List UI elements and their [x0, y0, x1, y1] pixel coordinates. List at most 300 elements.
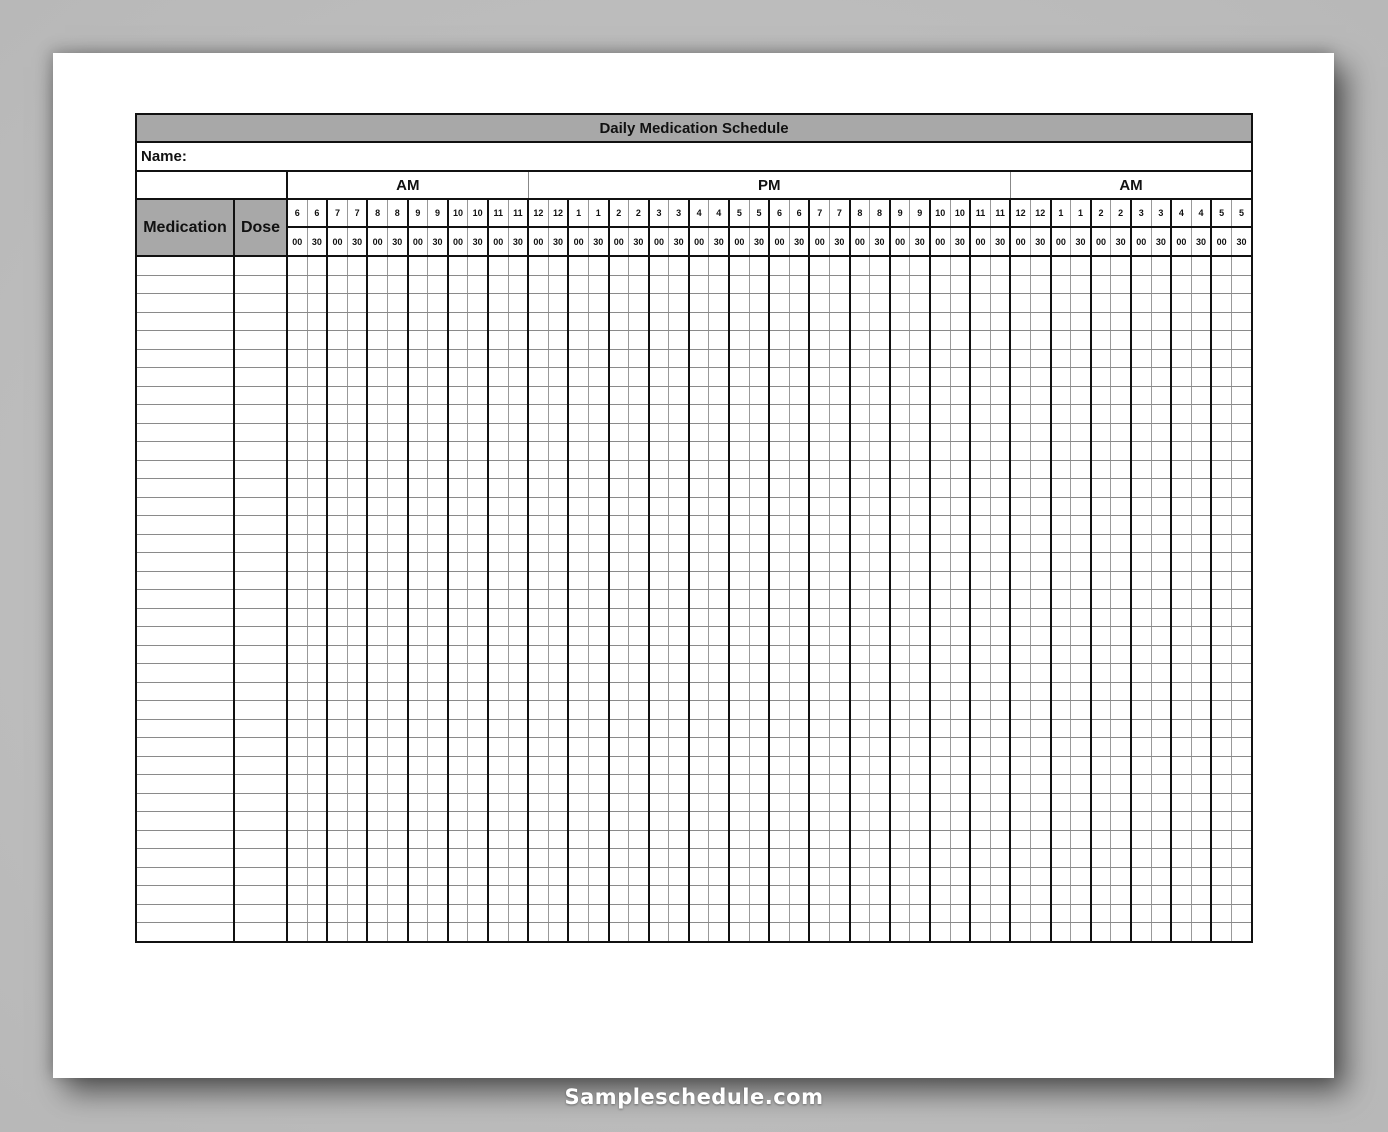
time-slot-cell[interactable] [1010, 331, 1030, 350]
time-slot-cell[interactable] [508, 275, 528, 294]
time-slot-cell[interactable] [789, 627, 809, 646]
time-slot-cell[interactable] [809, 701, 829, 720]
time-slot-cell[interactable] [387, 312, 407, 331]
time-slot-cell[interactable] [1131, 645, 1151, 664]
time-slot-cell[interactable] [850, 349, 870, 368]
time-slot-cell[interactable] [1231, 368, 1252, 387]
time-slot-cell[interactable] [930, 812, 950, 831]
time-slot-cell[interactable] [609, 405, 629, 424]
time-slot-cell[interactable] [287, 479, 307, 498]
time-slot-cell[interactable] [669, 442, 689, 461]
time-slot-cell[interactable] [448, 460, 468, 479]
time-slot-cell[interactable] [669, 497, 689, 516]
time-slot-cell[interactable] [970, 256, 990, 275]
time-slot-cell[interactable] [468, 664, 488, 683]
time-slot-cell[interactable] [689, 405, 709, 424]
time-slot-cell[interactable] [830, 405, 850, 424]
time-slot-cell[interactable] [769, 886, 789, 905]
time-slot-cell[interactable] [850, 886, 870, 905]
time-slot-cell[interactable] [1151, 867, 1171, 886]
time-slot-cell[interactable] [1071, 812, 1091, 831]
time-slot-cell[interactable] [428, 349, 448, 368]
time-slot-cell[interactable] [890, 590, 910, 609]
time-slot-cell[interactable] [910, 627, 930, 646]
time-slot-cell[interactable] [850, 793, 870, 812]
time-slot-cell[interactable] [1151, 553, 1171, 572]
time-slot-cell[interactable] [729, 664, 749, 683]
time-slot-cell[interactable] [528, 497, 548, 516]
time-slot-cell[interactable] [1071, 867, 1091, 886]
time-slot-cell[interactable] [870, 386, 890, 405]
time-slot-cell[interactable] [1231, 256, 1252, 275]
time-slot-cell[interactable] [528, 256, 548, 275]
time-slot-cell[interactable] [287, 534, 307, 553]
time-slot-cell[interactable] [1171, 793, 1191, 812]
time-slot-cell[interactable] [1030, 534, 1050, 553]
time-slot-cell[interactable] [1051, 923, 1071, 942]
time-slot-cell[interactable] [749, 312, 769, 331]
time-slot-cell[interactable] [1191, 738, 1211, 757]
time-slot-cell[interactable] [910, 405, 930, 424]
time-slot-cell[interactable] [307, 886, 327, 905]
time-slot-cell[interactable] [448, 386, 468, 405]
time-slot-cell[interactable] [830, 442, 850, 461]
time-slot-cell[interactable] [1231, 553, 1252, 572]
time-slot-cell[interactable] [809, 256, 829, 275]
time-slot-cell[interactable] [327, 331, 347, 350]
time-slot-cell[interactable] [769, 516, 789, 535]
time-slot-cell[interactable] [1231, 331, 1252, 350]
time-slot-cell[interactable] [729, 682, 749, 701]
time-slot-cell[interactable] [1051, 867, 1071, 886]
time-slot-cell[interactable] [609, 349, 629, 368]
time-slot-cell[interactable] [1131, 423, 1151, 442]
time-slot-cell[interactable] [890, 349, 910, 368]
time-slot-cell[interactable] [649, 793, 669, 812]
time-slot-cell[interactable] [548, 331, 568, 350]
time-slot-cell[interactable] [367, 682, 387, 701]
time-slot-cell[interactable] [890, 386, 910, 405]
time-slot-cell[interactable] [1051, 368, 1071, 387]
time-slot-cell[interactable] [327, 793, 347, 812]
time-slot-cell[interactable] [1191, 627, 1211, 646]
time-slot-cell[interactable] [588, 775, 608, 794]
time-slot-cell[interactable] [528, 460, 548, 479]
time-slot-cell[interactable] [287, 904, 307, 923]
time-slot-cell[interactable] [307, 442, 327, 461]
time-slot-cell[interactable] [488, 923, 508, 942]
medication-cell[interactable] [136, 571, 234, 590]
time-slot-cell[interactable] [528, 405, 548, 424]
time-slot-cell[interactable] [488, 516, 508, 535]
time-slot-cell[interactable] [990, 256, 1010, 275]
time-slot-cell[interactable] [1211, 867, 1231, 886]
time-slot-cell[interactable] [910, 867, 930, 886]
time-slot-cell[interactable] [1071, 442, 1091, 461]
time-slot-cell[interactable] [1010, 608, 1030, 627]
time-slot-cell[interactable] [789, 682, 809, 701]
time-slot-cell[interactable] [508, 349, 528, 368]
time-slot-cell[interactable] [809, 608, 829, 627]
time-slot-cell[interactable] [468, 738, 488, 757]
time-slot-cell[interactable] [1111, 701, 1131, 720]
time-slot-cell[interactable] [548, 294, 568, 313]
time-slot-cell[interactable] [1131, 294, 1151, 313]
time-slot-cell[interactable] [1131, 756, 1151, 775]
time-slot-cell[interactable] [1051, 516, 1071, 535]
time-slot-cell[interactable] [669, 516, 689, 535]
time-slot-cell[interactable] [609, 571, 629, 590]
time-slot-cell[interactable] [1111, 590, 1131, 609]
time-slot-cell[interactable] [508, 775, 528, 794]
time-slot-cell[interactable] [528, 738, 548, 757]
time-slot-cell[interactable] [729, 793, 749, 812]
time-slot-cell[interactable] [970, 812, 990, 831]
time-slot-cell[interactable] [1111, 793, 1131, 812]
time-slot-cell[interactable] [1211, 294, 1231, 313]
time-slot-cell[interactable] [629, 571, 649, 590]
time-slot-cell[interactable] [749, 849, 769, 868]
time-slot-cell[interactable] [1131, 775, 1151, 794]
time-slot-cell[interactable] [709, 442, 729, 461]
time-slot-cell[interactable] [287, 349, 307, 368]
time-slot-cell[interactable] [749, 534, 769, 553]
time-slot-cell[interactable] [749, 812, 769, 831]
time-slot-cell[interactable] [1131, 830, 1151, 849]
time-slot-cell[interactable] [689, 553, 709, 572]
time-slot-cell[interactable] [568, 719, 588, 738]
medication-cell[interactable] [136, 775, 234, 794]
time-slot-cell[interactable] [1131, 867, 1151, 886]
time-slot-cell[interactable] [1071, 682, 1091, 701]
time-slot-cell[interactable] [307, 627, 327, 646]
time-slot-cell[interactable] [1051, 719, 1071, 738]
time-slot-cell[interactable] [307, 423, 327, 442]
time-slot-cell[interactable] [930, 886, 950, 905]
time-slot-cell[interactable] [709, 571, 729, 590]
time-slot-cell[interactable] [789, 886, 809, 905]
time-slot-cell[interactable] [1091, 331, 1111, 350]
time-slot-cell[interactable] [1131, 553, 1151, 572]
time-slot-cell[interactable] [769, 275, 789, 294]
time-slot-cell[interactable] [327, 571, 347, 590]
time-slot-cell[interactable] [729, 738, 749, 757]
time-slot-cell[interactable] [448, 627, 468, 646]
time-slot-cell[interactable] [347, 405, 367, 424]
dose-cell[interactable] [234, 312, 287, 331]
time-slot-cell[interactable] [1071, 349, 1091, 368]
medication-cell[interactable] [136, 923, 234, 942]
time-slot-cell[interactable] [910, 645, 930, 664]
time-slot-cell[interactable] [669, 571, 689, 590]
time-slot-cell[interactable] [588, 719, 608, 738]
time-slot-cell[interactable] [890, 331, 910, 350]
dose-cell[interactable] [234, 608, 287, 627]
time-slot-cell[interactable] [1231, 849, 1252, 868]
time-slot-cell[interactable] [789, 812, 809, 831]
time-slot-cell[interactable] [689, 867, 709, 886]
time-slot-cell[interactable] [327, 553, 347, 572]
time-slot-cell[interactable] [408, 627, 428, 646]
time-slot-cell[interactable] [408, 553, 428, 572]
time-slot-cell[interactable] [809, 793, 829, 812]
time-slot-cell[interactable] [809, 497, 829, 516]
time-slot-cell[interactable] [629, 516, 649, 535]
time-slot-cell[interactable] [428, 904, 448, 923]
time-slot-cell[interactable] [689, 627, 709, 646]
time-slot-cell[interactable] [548, 608, 568, 627]
time-slot-cell[interactable] [588, 849, 608, 868]
medication-cell[interactable] [136, 719, 234, 738]
time-slot-cell[interactable] [890, 368, 910, 387]
time-slot-cell[interactable] [609, 423, 629, 442]
time-slot-cell[interactable] [669, 830, 689, 849]
time-slot-cell[interactable] [548, 479, 568, 498]
time-slot-cell[interactable] [629, 423, 649, 442]
time-slot-cell[interactable] [1071, 275, 1091, 294]
time-slot-cell[interactable] [347, 719, 367, 738]
time-slot-cell[interactable] [970, 590, 990, 609]
time-slot-cell[interactable] [528, 849, 548, 868]
time-slot-cell[interactable] [930, 405, 950, 424]
time-slot-cell[interactable] [1051, 738, 1071, 757]
time-slot-cell[interactable] [428, 497, 448, 516]
time-slot-cell[interactable] [649, 664, 669, 683]
time-slot-cell[interactable] [1111, 645, 1131, 664]
dose-cell[interactable] [234, 553, 287, 572]
time-slot-cell[interactable] [307, 275, 327, 294]
time-slot-cell[interactable] [689, 608, 709, 627]
time-slot-cell[interactable] [1030, 312, 1050, 331]
time-slot-cell[interactable] [870, 442, 890, 461]
dose-cell[interactable] [234, 719, 287, 738]
time-slot-cell[interactable] [307, 590, 327, 609]
time-slot-cell[interactable] [1111, 923, 1131, 942]
time-slot-cell[interactable] [508, 312, 528, 331]
time-slot-cell[interactable] [307, 516, 327, 535]
time-slot-cell[interactable] [468, 497, 488, 516]
time-slot-cell[interactable] [910, 312, 930, 331]
time-slot-cell[interactable] [769, 331, 789, 350]
time-slot-cell[interactable] [910, 479, 930, 498]
time-slot-cell[interactable] [1171, 904, 1191, 923]
time-slot-cell[interactable] [1030, 553, 1050, 572]
time-slot-cell[interactable] [1191, 756, 1211, 775]
time-slot-cell[interactable] [1111, 534, 1131, 553]
time-slot-cell[interactable] [327, 294, 347, 313]
time-slot-cell[interactable] [367, 886, 387, 905]
time-slot-cell[interactable] [1030, 775, 1050, 794]
time-slot-cell[interactable] [488, 590, 508, 609]
time-slot-cell[interactable] [1191, 775, 1211, 794]
time-slot-cell[interactable] [1030, 516, 1050, 535]
time-slot-cell[interactable] [910, 423, 930, 442]
time-slot-cell[interactable] [850, 590, 870, 609]
time-slot-cell[interactable] [910, 534, 930, 553]
time-slot-cell[interactable] [1051, 571, 1071, 590]
time-slot-cell[interactable] [448, 312, 468, 331]
time-slot-cell[interactable] [629, 553, 649, 572]
time-slot-cell[interactable] [528, 812, 548, 831]
time-slot-cell[interactable] [689, 423, 709, 442]
time-slot-cell[interactable] [408, 867, 428, 886]
time-slot-cell[interactable] [890, 793, 910, 812]
time-slot-cell[interactable] [1030, 682, 1050, 701]
dose-cell[interactable] [234, 368, 287, 387]
time-slot-cell[interactable] [990, 312, 1010, 331]
time-slot-cell[interactable] [950, 423, 970, 442]
time-slot-cell[interactable] [548, 793, 568, 812]
time-slot-cell[interactable] [588, 405, 608, 424]
time-slot-cell[interactable] [709, 756, 729, 775]
time-slot-cell[interactable] [347, 534, 367, 553]
time-slot-cell[interactable] [769, 793, 789, 812]
time-slot-cell[interactable] [448, 331, 468, 350]
time-slot-cell[interactable] [789, 738, 809, 757]
time-slot-cell[interactable] [789, 571, 809, 590]
time-slot-cell[interactable] [649, 331, 669, 350]
time-slot-cell[interactable] [588, 479, 608, 498]
time-slot-cell[interactable] [649, 738, 669, 757]
time-slot-cell[interactable] [488, 256, 508, 275]
time-slot-cell[interactable] [1131, 608, 1151, 627]
time-slot-cell[interactable] [548, 627, 568, 646]
time-slot-cell[interactable] [488, 627, 508, 646]
time-slot-cell[interactable] [548, 738, 568, 757]
time-slot-cell[interactable] [307, 867, 327, 886]
time-slot-cell[interactable] [327, 701, 347, 720]
time-slot-cell[interactable] [468, 460, 488, 479]
time-slot-cell[interactable] [1231, 830, 1252, 849]
time-slot-cell[interactable] [669, 423, 689, 442]
time-slot-cell[interactable] [1030, 608, 1050, 627]
time-slot-cell[interactable] [327, 830, 347, 849]
time-slot-cell[interactable] [609, 756, 629, 775]
time-slot-cell[interactable] [689, 442, 709, 461]
time-slot-cell[interactable] [1231, 904, 1252, 923]
time-slot-cell[interactable] [428, 442, 448, 461]
time-slot-cell[interactable] [1030, 442, 1050, 461]
time-slot-cell[interactable] [1091, 756, 1111, 775]
time-slot-cell[interactable] [749, 349, 769, 368]
time-slot-cell[interactable] [769, 553, 789, 572]
time-slot-cell[interactable] [508, 590, 528, 609]
time-slot-cell[interactable] [408, 571, 428, 590]
time-slot-cell[interactable] [367, 627, 387, 646]
time-slot-cell[interactable] [1071, 793, 1091, 812]
time-slot-cell[interactable] [488, 775, 508, 794]
time-slot-cell[interactable] [930, 867, 950, 886]
time-slot-cell[interactable] [367, 645, 387, 664]
time-slot-cell[interactable] [1051, 701, 1071, 720]
time-slot-cell[interactable] [428, 756, 448, 775]
time-slot-cell[interactable] [468, 275, 488, 294]
time-slot-cell[interactable] [910, 442, 930, 461]
time-slot-cell[interactable] [588, 442, 608, 461]
time-slot-cell[interactable] [1211, 886, 1231, 905]
time-slot-cell[interactable] [448, 275, 468, 294]
time-slot-cell[interactable] [649, 904, 669, 923]
time-slot-cell[interactable] [910, 830, 930, 849]
time-slot-cell[interactable] [1211, 349, 1231, 368]
time-slot-cell[interactable] [669, 534, 689, 553]
time-slot-cell[interactable] [408, 312, 428, 331]
time-slot-cell[interactable] [649, 534, 669, 553]
time-slot-cell[interactable] [1010, 479, 1030, 498]
time-slot-cell[interactable] [287, 830, 307, 849]
time-slot-cell[interactable] [508, 682, 528, 701]
time-slot-cell[interactable] [327, 349, 347, 368]
time-slot-cell[interactable] [508, 405, 528, 424]
time-slot-cell[interactable] [1231, 479, 1252, 498]
time-slot-cell[interactable] [1091, 849, 1111, 868]
time-slot-cell[interactable] [729, 479, 749, 498]
time-slot-cell[interactable] [367, 756, 387, 775]
time-slot-cell[interactable] [809, 775, 829, 794]
time-slot-cell[interactable] [1171, 775, 1191, 794]
time-slot-cell[interactable] [568, 682, 588, 701]
time-slot-cell[interactable] [1051, 479, 1071, 498]
medication-cell[interactable] [136, 793, 234, 812]
time-slot-cell[interactable] [689, 590, 709, 609]
time-slot-cell[interactable] [1171, 682, 1191, 701]
time-slot-cell[interactable] [448, 608, 468, 627]
time-slot-cell[interactable] [1211, 553, 1231, 572]
time-slot-cell[interactable] [910, 756, 930, 775]
time-slot-cell[interactable] [709, 553, 729, 572]
time-slot-cell[interactable] [1010, 256, 1030, 275]
time-slot-cell[interactable] [528, 867, 548, 886]
time-slot-cell[interactable] [387, 497, 407, 516]
time-slot-cell[interactable] [1231, 812, 1252, 831]
time-slot-cell[interactable] [1191, 571, 1211, 590]
time-slot-cell[interactable] [769, 460, 789, 479]
time-slot-cell[interactable] [428, 516, 448, 535]
time-slot-cell[interactable] [729, 368, 749, 387]
time-slot-cell[interactable] [1171, 368, 1191, 387]
time-slot-cell[interactable] [387, 923, 407, 942]
time-slot-cell[interactable] [568, 423, 588, 442]
time-slot-cell[interactable] [990, 812, 1010, 831]
time-slot-cell[interactable] [1151, 312, 1171, 331]
time-slot-cell[interactable] [789, 830, 809, 849]
time-slot-cell[interactable] [468, 423, 488, 442]
time-slot-cell[interactable] [609, 904, 629, 923]
time-slot-cell[interactable] [629, 701, 649, 720]
time-slot-cell[interactable] [428, 830, 448, 849]
time-slot-cell[interactable] [1191, 460, 1211, 479]
time-slot-cell[interactable] [990, 738, 1010, 757]
time-slot-cell[interactable] [568, 608, 588, 627]
time-slot-cell[interactable] [387, 368, 407, 387]
time-slot-cell[interactable] [1131, 405, 1151, 424]
time-slot-cell[interactable] [387, 386, 407, 405]
time-slot-cell[interactable] [749, 479, 769, 498]
time-slot-cell[interactable] [669, 608, 689, 627]
time-slot-cell[interactable] [448, 830, 468, 849]
time-slot-cell[interactable] [428, 793, 448, 812]
medication-cell[interactable] [136, 608, 234, 627]
time-slot-cell[interactable] [890, 534, 910, 553]
time-slot-cell[interactable] [1091, 664, 1111, 683]
time-slot-cell[interactable] [387, 701, 407, 720]
time-slot-cell[interactable] [568, 275, 588, 294]
time-slot-cell[interactable] [809, 904, 829, 923]
time-slot-cell[interactable] [950, 645, 970, 664]
time-slot-cell[interactable] [629, 849, 649, 868]
time-slot-cell[interactable] [1151, 479, 1171, 498]
time-slot-cell[interactable] [1111, 442, 1131, 461]
